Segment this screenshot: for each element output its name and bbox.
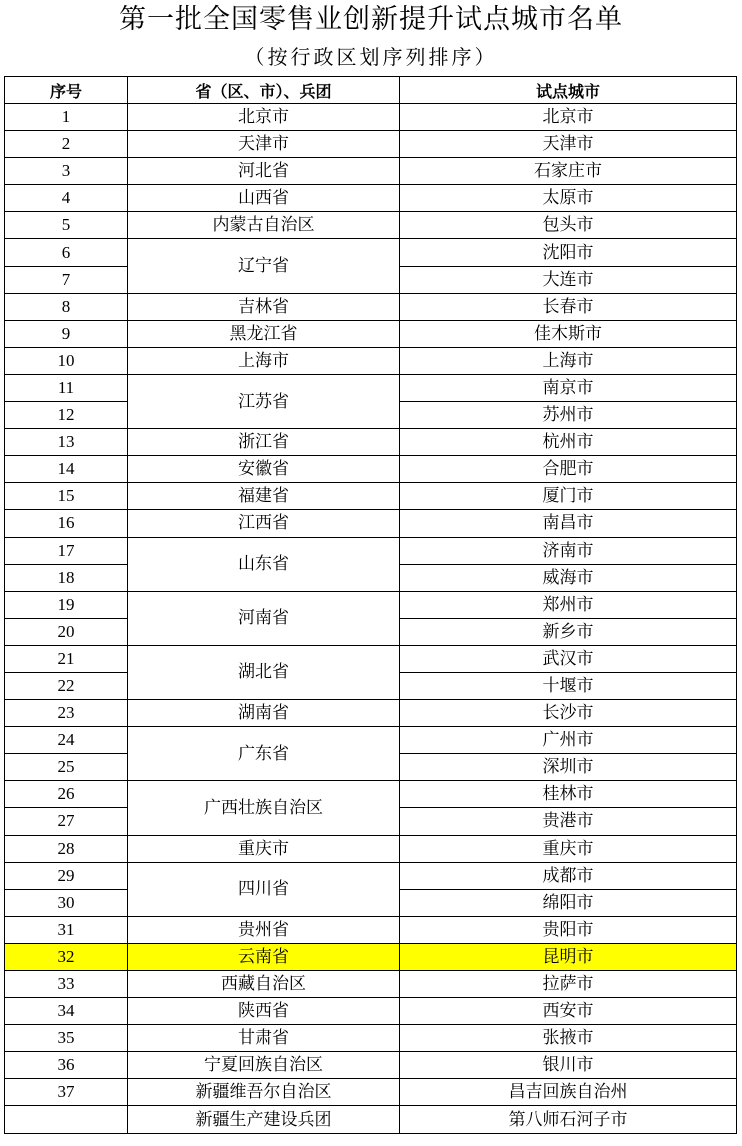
province-cell: 吉林省 <box>128 293 400 320</box>
serial-number-cell: 29 <box>5 862 128 889</box>
pilot-city-cell: 昌吉回族自治州 <box>400 1079 737 1106</box>
province-cell: 福建省 <box>128 483 400 510</box>
table-row <box>5 537 737 564</box>
serial-number-cell: 18 <box>5 564 128 591</box>
serial-number-cell: 8 <box>5 293 128 320</box>
serial-number-cell: 31 <box>5 916 128 943</box>
pilot-city-cell: 绵阳市 <box>400 889 737 916</box>
pilot-city-cell: 银川市 <box>400 1052 737 1079</box>
serial-number-cell: 36 <box>5 1052 128 1079</box>
serial-number-cell: 10 <box>5 347 128 374</box>
table-row-highlighted <box>5 943 737 970</box>
province-cell: 黑龙江省 <box>128 320 400 347</box>
table-row <box>5 510 737 537</box>
table-row <box>5 835 737 862</box>
province-cell: 安徽省 <box>128 456 400 483</box>
serial-number-cell: 16 <box>5 510 128 537</box>
province-cell: 西藏自治区 <box>128 971 400 998</box>
table-row <box>5 971 737 998</box>
pilot-city-cell: 深圳市 <box>400 754 737 781</box>
table-row <box>5 1052 737 1079</box>
pilot-city-cell: 十堰市 <box>400 672 737 699</box>
table-row <box>5 916 737 943</box>
province-cell: 浙江省 <box>128 429 400 456</box>
table-row <box>5 158 737 185</box>
serial-number-cell: 11 <box>5 374 128 401</box>
province-cell: 江苏省 <box>128 374 400 428</box>
pilot-city-cell: 南昌市 <box>400 510 737 537</box>
pilot-city-cell: 厦门市 <box>400 483 737 510</box>
pilot-city-cell: 合肥市 <box>400 456 737 483</box>
province-cell: 河北省 <box>128 158 400 185</box>
document-subtitle: （按行政区划序列排序） <box>244 45 498 69</box>
province-cell: 北京市 <box>128 104 400 131</box>
table-row <box>5 131 737 158</box>
table-row <box>5 1025 737 1052</box>
pilot-city-cell: 新乡市 <box>400 618 737 645</box>
table-row <box>5 429 737 456</box>
table-row <box>5 645 737 672</box>
pilot-city-cell: 太原市 <box>400 185 737 212</box>
pilot-city-cell: 杭州市 <box>400 429 737 456</box>
pilot-city-cell: 第八师石河子市 <box>400 1106 737 1133</box>
serial-number-cell: 25 <box>5 754 128 781</box>
serial-number-cell: 33 <box>5 971 128 998</box>
pilot-city-cell: 拉萨市 <box>400 971 737 998</box>
pilot-city-cell: 张掖市 <box>400 1025 737 1052</box>
serial-number-cell: 9 <box>5 320 128 347</box>
pilot-city-cell: 贵阳市 <box>400 916 737 943</box>
serial-number-cell: 32 <box>5 943 128 970</box>
serial-number-cell: 12 <box>5 402 128 429</box>
serial-number-cell: 27 <box>5 808 128 835</box>
pilot-city-cell: 石家庄市 <box>400 158 737 185</box>
pilot-city-cell: 桂林市 <box>400 781 737 808</box>
province-cell: 陕西省 <box>128 998 400 1025</box>
table-row <box>5 239 737 266</box>
serial-number-cell: 24 <box>5 727 128 754</box>
serial-number-cell: 28 <box>5 835 128 862</box>
serial-number-cell <box>5 1106 128 1133</box>
serial-number-cell: 23 <box>5 700 128 727</box>
province-cell: 四川省 <box>128 862 400 916</box>
province-cell: 内蒙古自治区 <box>128 212 400 239</box>
pilot-cities-table <box>4 76 737 1134</box>
pilot-city-cell: 贵港市 <box>400 808 737 835</box>
serial-number-cell: 3 <box>5 158 128 185</box>
serial-number-cell: 2 <box>5 131 128 158</box>
province-cell: 云南省 <box>128 943 400 970</box>
table-row <box>5 483 737 510</box>
pilot-city-cell: 苏州市 <box>400 402 737 429</box>
pilot-city-cell: 沈阳市 <box>400 239 737 266</box>
pilot-city-cell: 西安市 <box>400 998 737 1025</box>
province-cell: 山东省 <box>128 537 400 591</box>
serial-number-cell: 17 <box>5 537 128 564</box>
pilot-city-cell: 郑州市 <box>400 591 737 618</box>
province-cell: 江西省 <box>128 510 400 537</box>
serial-number-cell: 19 <box>5 591 128 618</box>
pilot-city-cell: 包头市 <box>400 212 737 239</box>
province-cell: 宁夏回族自治区 <box>128 1052 400 1079</box>
province-cell: 湖南省 <box>128 700 400 727</box>
document-title: 第一批全国零售业创新提升试点城市名单 <box>119 4 623 35</box>
table-row <box>5 212 737 239</box>
serial-number-cell: 22 <box>5 672 128 699</box>
table-row <box>5 591 737 618</box>
table-row <box>5 185 737 212</box>
serial-number-cell: 1 <box>5 104 128 131</box>
pilot-city-cell: 济南市 <box>400 537 737 564</box>
table-row <box>5 998 737 1025</box>
table-row <box>5 1106 737 1133</box>
serial-number-cell: 4 <box>5 185 128 212</box>
province-cell: 河南省 <box>128 591 400 645</box>
pilot-city-cell: 天津市 <box>400 131 737 158</box>
pilot-city-cell: 武汉市 <box>400 645 737 672</box>
province-cell: 新疆维吾尔自治区 <box>128 1079 400 1106</box>
province-cell: 甘肃省 <box>128 1025 400 1052</box>
pilot-city-cell: 成都市 <box>400 862 737 889</box>
table-row <box>5 700 737 727</box>
pilot-city-cell: 重庆市 <box>400 835 737 862</box>
serial-number-cell: 6 <box>5 239 128 266</box>
serial-number-cell: 21 <box>5 645 128 672</box>
pilot-city-cell: 上海市 <box>400 347 737 374</box>
header-province: 省（区、市）、兵团 <box>128 77 400 104</box>
table-row <box>5 456 737 483</box>
serial-number-cell: 20 <box>5 618 128 645</box>
table-row <box>5 781 737 808</box>
table-row <box>5 727 737 754</box>
serial-number-cell: 37 <box>5 1079 128 1106</box>
serial-number-cell: 34 <box>5 998 128 1025</box>
pilot-city-cell: 大连市 <box>400 266 737 293</box>
table-row <box>5 347 737 374</box>
table-row <box>5 1079 737 1106</box>
serial-number-cell: 30 <box>5 889 128 916</box>
pilot-city-cell: 北京市 <box>400 104 737 131</box>
province-cell: 新疆生产建设兵团 <box>128 1106 400 1133</box>
serial-number-cell: 15 <box>5 483 128 510</box>
pilot-city-cell: 佳木斯市 <box>400 320 737 347</box>
serial-number-cell: 35 <box>5 1025 128 1052</box>
province-cell: 重庆市 <box>128 835 400 862</box>
pilot-city-cell: 长春市 <box>400 293 737 320</box>
province-cell: 广西壮族自治区 <box>128 781 400 835</box>
table-row <box>5 374 737 401</box>
pilot-city-cell: 威海市 <box>400 564 737 591</box>
table-body <box>5 104 737 1134</box>
province-cell: 上海市 <box>128 347 400 374</box>
header-pilot-city: 试点城市 <box>400 77 737 104</box>
header-serial-number: 序号 <box>5 77 128 104</box>
serial-number-cell: 14 <box>5 456 128 483</box>
province-cell: 天津市 <box>128 131 400 158</box>
province-cell: 广东省 <box>128 727 400 781</box>
pilot-city-cell: 广州市 <box>400 727 737 754</box>
table-header <box>5 77 737 104</box>
province-cell: 辽宁省 <box>128 239 400 293</box>
province-cell: 湖北省 <box>128 645 400 699</box>
table-row <box>5 104 737 131</box>
header-row <box>5 77 737 104</box>
pilot-city-cell: 长沙市 <box>400 700 737 727</box>
table-row <box>5 320 737 347</box>
serial-number-cell: 26 <box>5 781 128 808</box>
serial-number-cell: 5 <box>5 212 128 239</box>
table-row <box>5 862 737 889</box>
province-cell: 山西省 <box>128 185 400 212</box>
serial-number-cell: 7 <box>5 266 128 293</box>
serial-number-cell: 13 <box>5 429 128 456</box>
pilot-city-cell: 昆明市 <box>400 943 737 970</box>
province-cell: 贵州省 <box>128 916 400 943</box>
pilot-city-cell: 南京市 <box>400 374 737 401</box>
table-row <box>5 293 737 320</box>
